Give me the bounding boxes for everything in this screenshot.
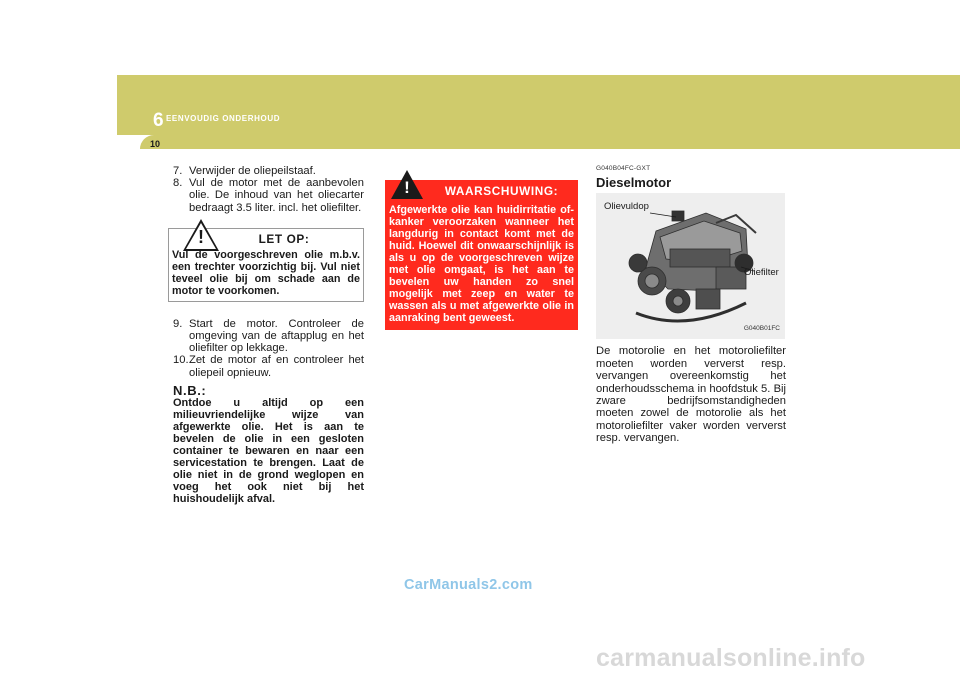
column-middle: [385, 180, 578, 330]
watermark-link[interactable]: CarManuals2.com: [404, 577, 533, 593]
caution-title: LET OP:: [258, 231, 310, 246]
header-band: [117, 75, 960, 135]
caution-box: [168, 228, 364, 302]
warning-icon: !: [391, 170, 423, 199]
figure-code: G040B01FC: [743, 325, 780, 333]
column-right: [596, 163, 786, 445]
step-number: 8.: [173, 177, 183, 190]
footer-site: carmanualsonline.info: [596, 644, 866, 672]
engine-figure: [596, 193, 785, 339]
warning-box: [385, 180, 578, 330]
chapter-title: EENVOUDIG ONDERHOUD: [166, 114, 281, 123]
engine-illustration: [596, 193, 785, 339]
section-title: Dieselmotor: [596, 175, 672, 191]
step-number: 7.: [173, 165, 183, 177]
chapter-number: 6: [153, 110, 164, 131]
page-number: 10: [150, 139, 161, 149]
warning-text: Afgewerkte olie kan huidirritatie of-kanker veroorzaken wanneer het langdurig in contact komt met de huid. Hoewel dit onwaarschijnlijk is als u op de voorgeschreven wijze met olie omgaat, is het aan te bevelen uw handen zo snel mogelijk met zeep en water te wassen als u met afgewerkte olie in aanraking bent geweest.: [389, 204, 574, 324]
step-10: [173, 354, 364, 378]
step-text: Zet de motor af en controleer het oliepeil opnieuw.: [189, 354, 364, 379]
note-text: Ontdoe u altijd op een milieuvriendelijke wijze van afgewerkte olie. Het is aan te bevelen de olie in een gesloten container te bewaren en naar een servicestation te brengen. Laat de olie niet in de grond weglopen en voeg het ook niet bij het huishoudelijk afval.: [173, 397, 364, 506]
step-7: [173, 165, 364, 177]
header-strip: [140, 135, 960, 149]
note-title: N.B.:: [173, 382, 207, 398]
step-9: [173, 318, 364, 355]
section-code: G040B04FC-GXT: [596, 165, 651, 172]
figure-label-oil-filter: Oliefilter: [744, 267, 779, 279]
caution-icon: !: [183, 219, 219, 251]
column-left: [173, 165, 364, 505]
step-text: Vul de motor met de aanbevolen olie. De inhoud van het oliecarter bedraagt 3.5 liter. incl. het oliefilter.: [189, 177, 364, 214]
step-number: 10.: [173, 354, 189, 367]
section-body: De motorolie en het motoroliefilter moeten worden ververst resp. vervangen overeenkomstig het onderhoudsschema in hoofdstuk 5. Bij zware bedrijfsomstandigheden moeten zowel de motorolie als het motoroliefilter vaker worden ververst resp. vervangen.: [596, 345, 786, 445]
step-8: [173, 177, 364, 214]
caution-text: Vul de voorgeschreven olie m.b.v. een trechter voorzichtig bij. Vul niet teveel olie bij om schade aan de motor te voorkomen.: [172, 248, 360, 297]
warning-title: WAARSCHUWING:: [444, 184, 559, 198]
step-number: 9.: [173, 317, 183, 330]
figure-label-oil-cap: Olievuldop: [604, 201, 649, 213]
step-text: Start de motor. Controleer de omgeving van de aftapplug en het oliefilter op lekkage.: [189, 317, 364, 355]
step-text: Verwijder de oliepeilstaaf.: [189, 165, 316, 177]
